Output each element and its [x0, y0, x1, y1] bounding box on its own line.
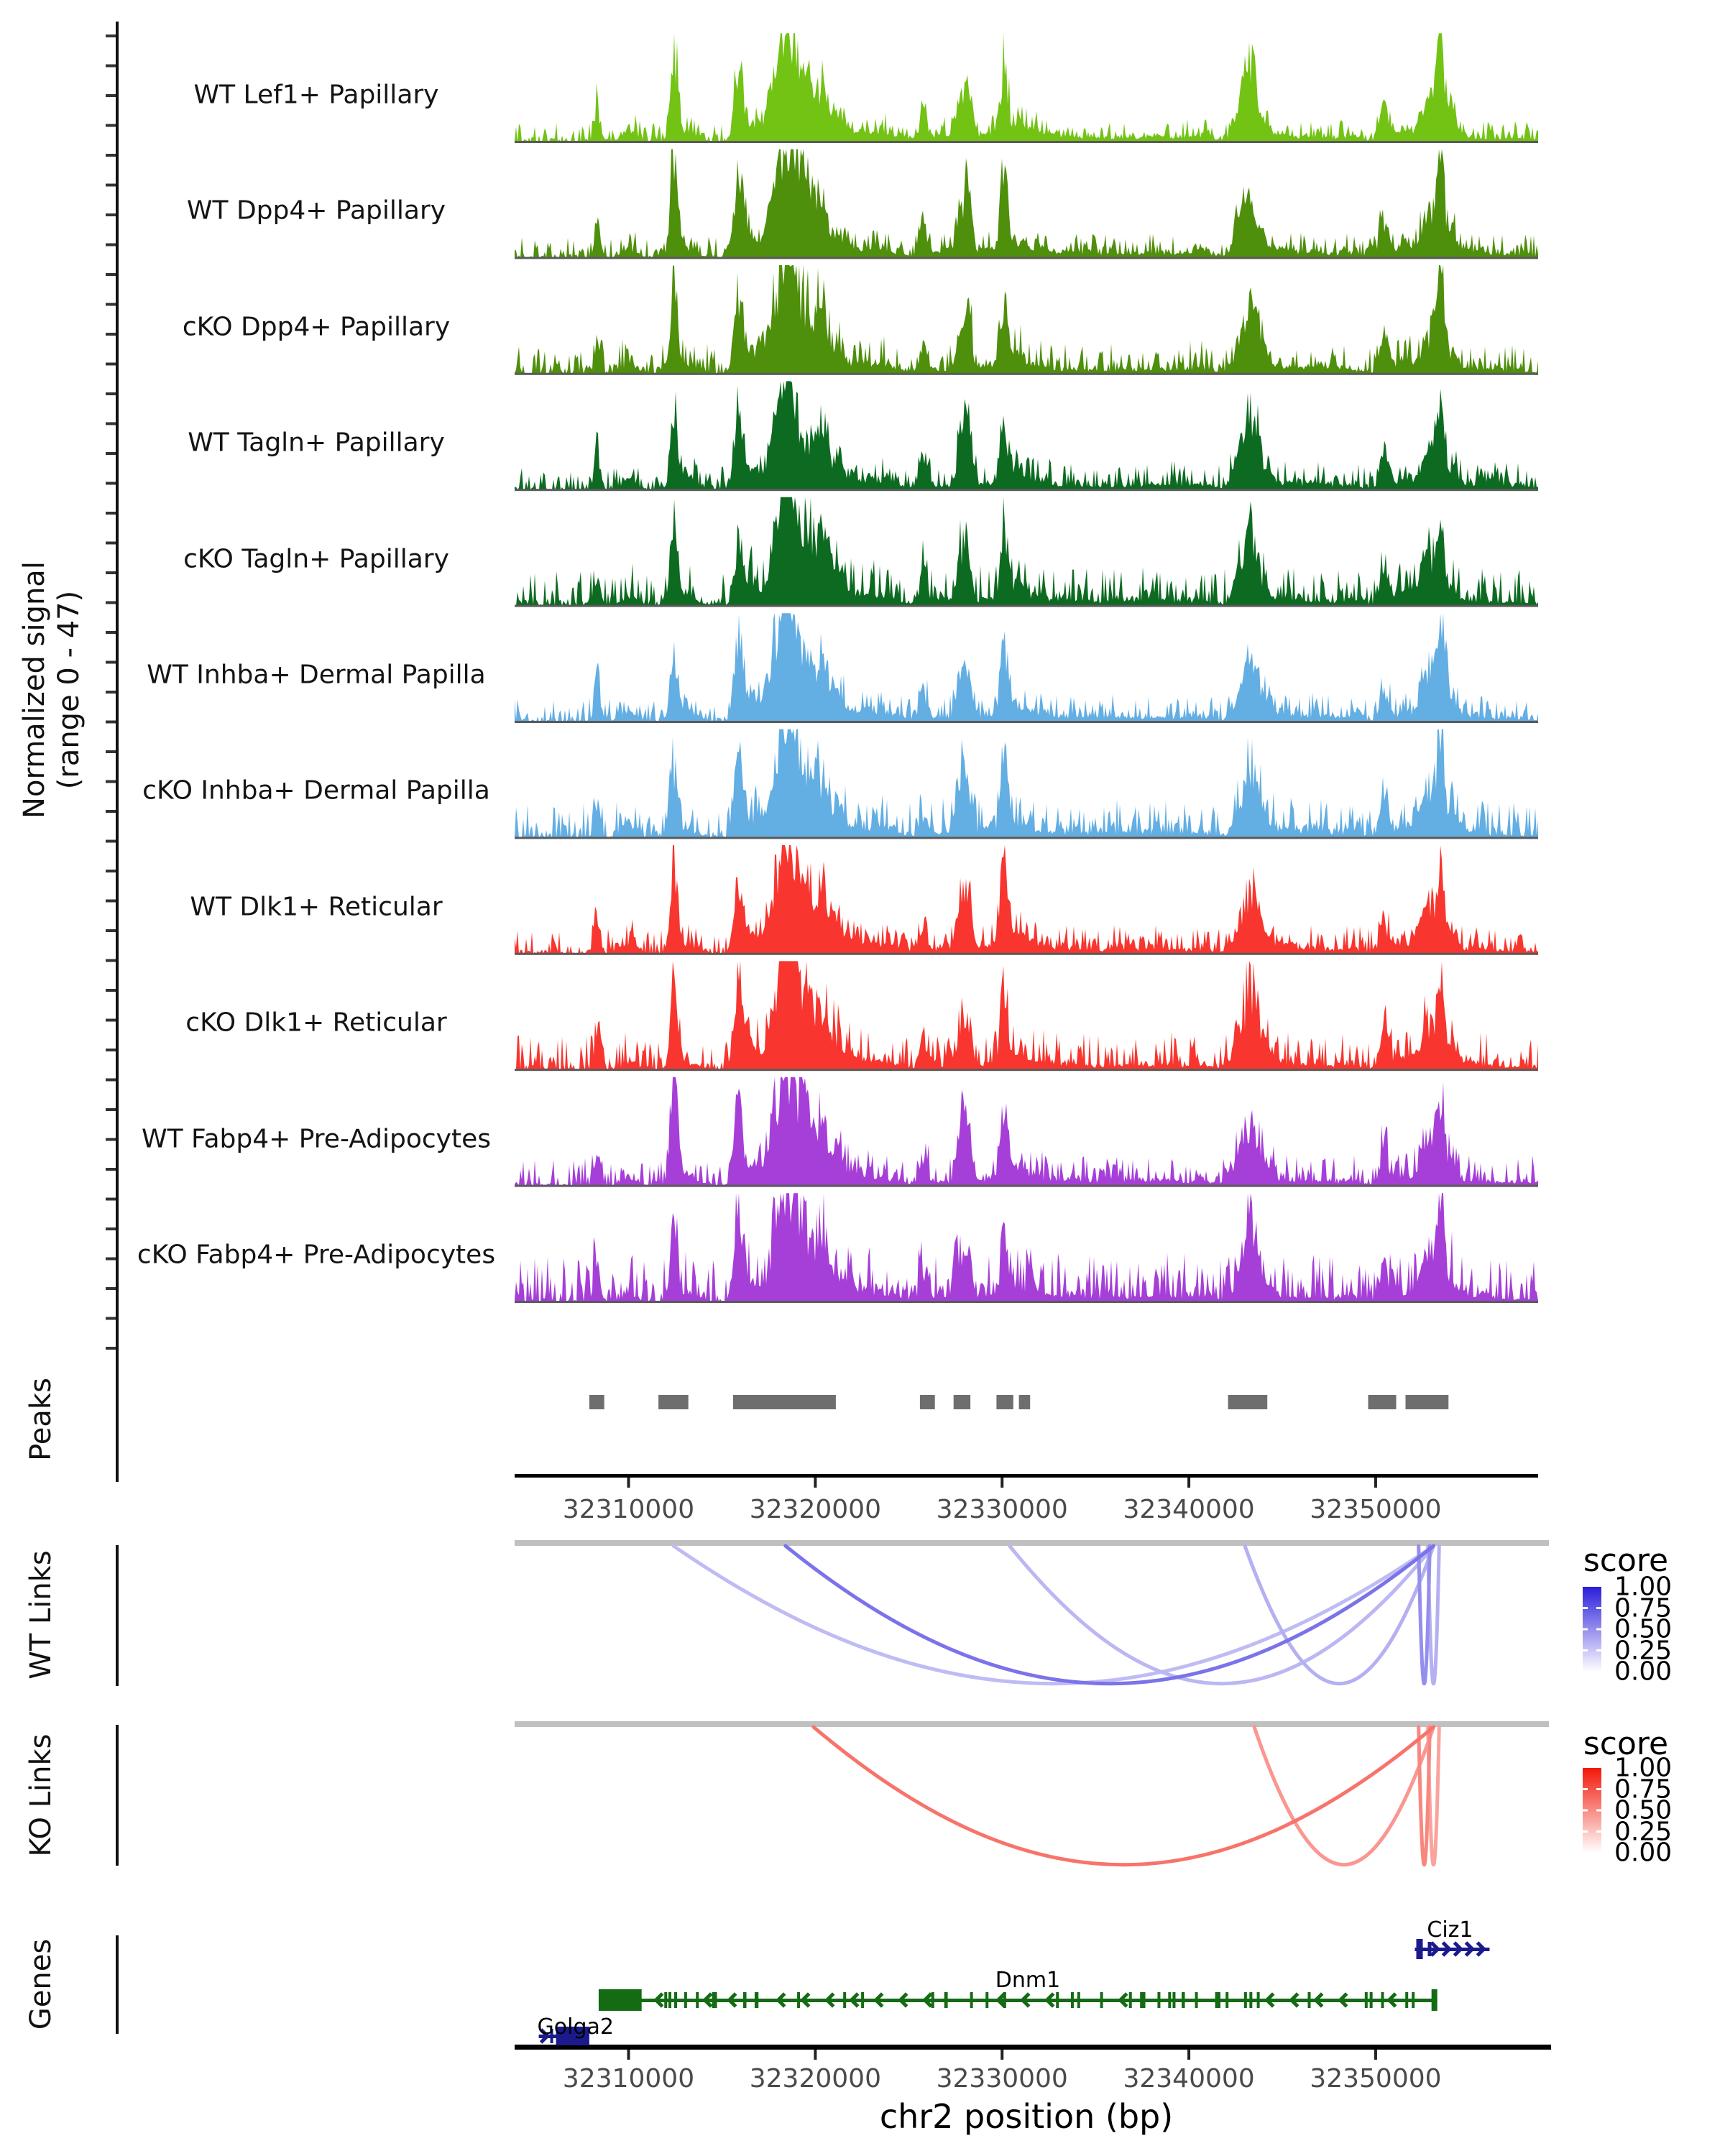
signal-track-11 [515, 1193, 1538, 1302]
track-label: WT Dpp4+ Papillary [186, 195, 446, 226]
track-label: WT Inhba+ Dermal Papilla [147, 660, 486, 690]
x-tick-label: 32350000 [1310, 2064, 1442, 2093]
signal-track-1 [515, 33, 1538, 142]
y-axis-label-line1: Normalized signal [18, 561, 51, 819]
signal-track-3 [515, 265, 1538, 374]
score-legend-tick: 0.25 [1614, 1636, 1673, 1665]
track-label: WT Dlk1+ Reticular [190, 892, 443, 922]
score-legend-tick: 1.00 [1614, 1753, 1673, 1783]
track-label: WT Fabp4+ Pre-Adipocytes [142, 1124, 491, 1154]
peak-interval [1368, 1395, 1397, 1409]
genes-panel-label: Genes [24, 1938, 58, 2030]
track-label: cKO Tagln+ Papillary [183, 544, 449, 574]
signal-track-4 [515, 381, 1538, 489]
x-tick-label: 32330000 [936, 2064, 1068, 2093]
x-tick-label: 32340000 [1123, 1495, 1255, 1524]
score-legend-tick: 1.00 [1614, 1572, 1673, 1602]
ko-score-legend-title: score [1583, 1726, 1669, 1762]
track-label: WT Tagln+ Papillary [188, 428, 445, 458]
gene-body-ciz1 [1414, 1948, 1489, 1951]
peaks-panel-label: Peaks [24, 1378, 58, 1461]
x-tick-label: 32350000 [1310, 1495, 1442, 1524]
gene-body-dnm1 [599, 1999, 1438, 2002]
signal-track-8 [515, 845, 1538, 954]
x-tick-label: 32310000 [562, 1495, 695, 1524]
link-arc [1010, 1546, 1434, 1684]
signal-tracks [515, 33, 1538, 1303]
link-arc [786, 1546, 1434, 1684]
signal-track-10 [515, 1077, 1538, 1186]
score-legend-tick: 0.75 [1614, 1774, 1673, 1804]
score-legend-tick: 0.25 [1614, 1817, 1673, 1846]
peak-interval [920, 1395, 935, 1409]
score-legend-tick: 0.00 [1614, 1657, 1673, 1687]
signal-track-9 [515, 961, 1538, 1069]
x-axis-title: chr2 position (bp) [879, 2097, 1174, 2136]
x-tick-label: 32330000 [936, 1495, 1068, 1524]
peaks-track [589, 1395, 1448, 1409]
score-legend-tick: 0.75 [1614, 1593, 1673, 1623]
link-arc [814, 1727, 1434, 1865]
link-arc [673, 1546, 1434, 1684]
track-label: WT Lef1+ Papillary [193, 80, 439, 110]
wt-score-legend-title: score [1583, 1542, 1669, 1579]
x-tick-label: 32340000 [1123, 2064, 1255, 2093]
signal-track-6 [515, 613, 1538, 722]
signal-track-2 [515, 149, 1538, 258]
peak-interval [658, 1395, 689, 1409]
peak-interval [954, 1395, 970, 1409]
gene-label-dnm1: Dnm1 [995, 1968, 1061, 1993]
x-tick-label: 32320000 [749, 2064, 881, 2093]
track-label: cKO Dlk1+ Reticular [185, 1008, 447, 1038]
track-label: cKO Inhba+ Dermal Papilla [142, 775, 490, 806]
wt-links-panel-label: WT Links [24, 1550, 58, 1680]
signal-track-5 [515, 497, 1538, 606]
ko-links-panel-label: KO Links [24, 1733, 58, 1857]
peak-interval [589, 1395, 604, 1409]
gene-label-golga2: Golga2 [537, 2014, 614, 2040]
score-legend-tick: 0.00 [1614, 1838, 1673, 1868]
x-tick-label: 32310000 [562, 2064, 695, 2093]
x-tick-label: 32320000 [749, 1495, 881, 1524]
peak-interval [1406, 1395, 1449, 1409]
peak-interval [996, 1395, 1013, 1409]
score-legend-tick: 0.50 [1614, 1795, 1673, 1825]
link-arc [1419, 1727, 1430, 1865]
peak-interval [1228, 1395, 1268, 1409]
peak-interval [733, 1395, 836, 1409]
signal-track-7 [515, 729, 1538, 838]
y-axis-label-line2: (range 0 - 47) [52, 590, 86, 790]
peak-interval [1019, 1395, 1031, 1409]
track-label: cKO Fabp4+ Pre-Adipocytes [137, 1240, 496, 1270]
track-label: cKO Dpp4+ Papillary [182, 312, 451, 342]
gene-label-ciz1: Ciz1 [1427, 1917, 1473, 1943]
link-arcs [673, 1546, 1439, 1684]
link-arcs [814, 1727, 1440, 1865]
score-legend-tick: 0.50 [1614, 1614, 1673, 1644]
